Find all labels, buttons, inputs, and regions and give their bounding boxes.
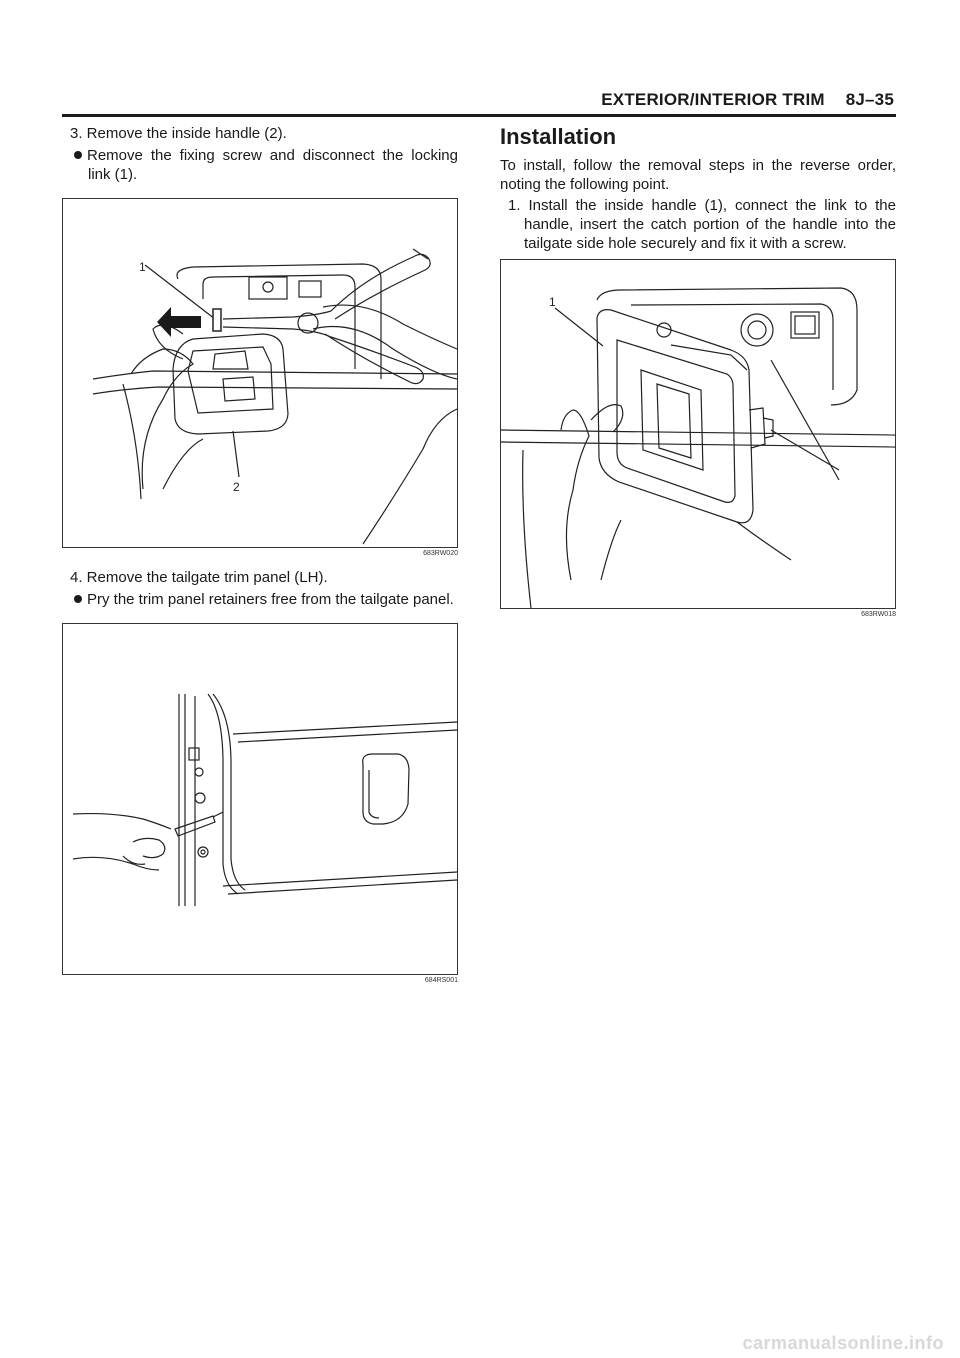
step-3-bullet: Remove the fixing screw and disconnect the locking link (1). [62, 146, 458, 184]
step-4-bullet: Pry the trim panel retainers free from the tailgate panel. [62, 590, 458, 609]
figure-code-683RW020: 683RW020 [423, 550, 458, 557]
illustration-handle-install [501, 260, 895, 608]
watermark: carmanualsonline.info [742, 1333, 944, 1353]
installation-intro: To install, follow the removal steps in the reverse order, noting the following point. [500, 157, 896, 193]
installation-heading: Installation [500, 124, 617, 149]
right-column [500, 124, 896, 619]
install-step-1: 1. Install the inside handle (1), connect the link to the handle, insert the catch portion of the handle into the tailgate side hole securely and fix it with a screw. [508, 197, 896, 252]
step-4-text: 4. Remove the tailgate trim panel (LH). [70, 569, 328, 586]
section-title: EXTERIOR/INTERIOR TRIM [601, 90, 825, 109]
page-number: 8J–35 [845, 90, 894, 109]
step-3-text: 3. Remove the inside handle (2). [70, 125, 287, 142]
bullet-icon [74, 151, 82, 159]
callout-1: 1 [549, 295, 556, 309]
figure-inside-handle-install [500, 259, 896, 609]
callout-1: 1 [139, 260, 146, 274]
figure-code-684RS001: 684RS001 [424, 977, 458, 984]
figure-trim-panel-removal [62, 623, 458, 975]
page-header [601, 90, 894, 110]
illustration-handle-removal [63, 199, 457, 547]
figure-inside-handle-removal [62, 198, 458, 548]
left-column [62, 124, 458, 985]
header-rule [62, 114, 896, 117]
bullet-icon [74, 595, 82, 603]
illustration-trim-panel-removal [63, 624, 457, 974]
callout-2: 2 [233, 480, 240, 494]
figure-code-683RW018: 683RW018 [861, 611, 896, 618]
